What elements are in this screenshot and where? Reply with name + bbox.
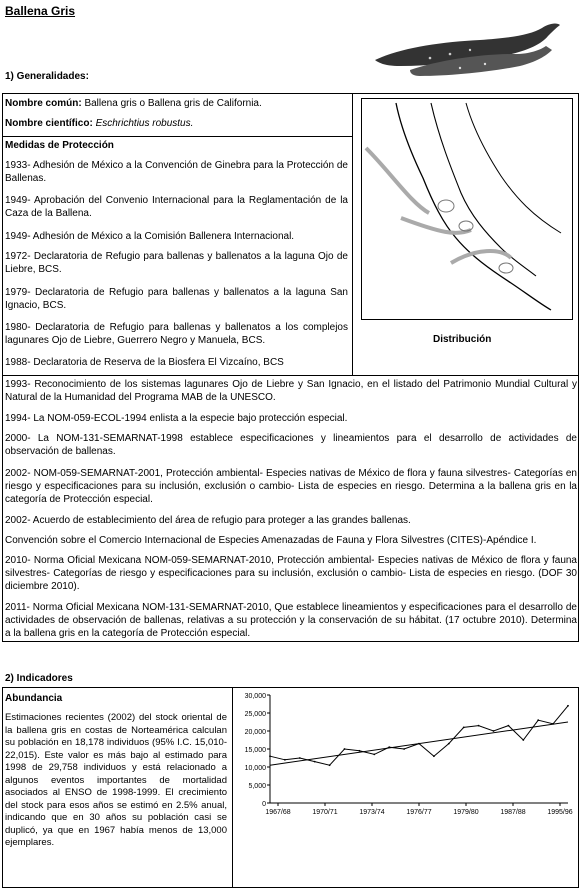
data-point <box>567 705 569 707</box>
data-point <box>314 761 316 763</box>
measure-1988: 1988- Declaratoria de Reserva de la Biosfera El Vizcaíno, BCS <box>5 357 284 368</box>
x-tick-label: 1995/96 <box>547 809 573 816</box>
data-point <box>522 739 524 741</box>
data-point <box>463 727 465 729</box>
measure-cites: Convención sobre el Comercio Internacional de Especies Amenazadas de Fauna y Flora Silvestres (CITES)-Apéndice I. <box>5 535 537 546</box>
x-tick-label: 1973/74 <box>359 809 385 816</box>
x-tick-label: 1987/88 <box>500 809 526 816</box>
y-tick-label: 25,000 <box>244 711 266 718</box>
data-point <box>329 764 331 766</box>
y-tick-label: 20,000 <box>244 729 266 736</box>
data-point <box>493 730 495 732</box>
x-tick-label: 1967/68 <box>265 809 291 816</box>
distribution-map <box>361 98 573 320</box>
measures-heading: Medidas de Protección <box>5 140 114 151</box>
y-tick-label: 5,000 <box>248 783 266 790</box>
measure-1994: 1994- La NOM-059-ECOL-1994 enlista a la especie bajo protección especial. <box>5 413 348 424</box>
data-point <box>269 755 271 757</box>
common-name: Nombre común: Ballena gris o Ballena gris de California. <box>5 98 262 109</box>
measure-1979: 1979- Declaratoria de Refugio para ballenas y ballenatos a la laguna San Ignacio, BCS. <box>5 287 348 311</box>
y-tick-label: 30,000 <box>244 693 266 700</box>
data-point <box>478 725 480 727</box>
measure-1949a: 1949- Aprobación del Convenio Internacional para la Reglamentación de la Caza de la Ballena. <box>5 195 348 219</box>
measure-1993: 1993- Reconocimiento de los sistemas lagunares Ojo de Liebre y San Ignacio, en el listado del Patrimonio Mundial Cultural y Natural de la Humanidad del Programa MAB de la UNESCO. <box>5 379 577 403</box>
measure-1972: 1972- Declaratoria de Refugio para ballenas y ballenatos a la laguna Ojo de Liebre, BCS. <box>5 251 348 275</box>
data-point <box>448 743 450 745</box>
map-caption: Distribución <box>433 334 492 345</box>
abundance-heading: Abundancia <box>5 693 63 704</box>
series-line <box>270 706 568 765</box>
x-tick-label: 1976/77 <box>406 809 432 816</box>
section-generalidades: 1) Generalidades: <box>5 71 89 82</box>
page-title: Ballena Gris <box>5 4 76 18</box>
x-tick-label: 1979/80 <box>453 809 479 816</box>
gray-whale-image <box>370 20 565 80</box>
measure-1933: 1933- Adhesión de México a la Convención de Ginebra para la Protección de Ballenas. <box>5 160 348 184</box>
data-point <box>433 755 435 757</box>
data-point <box>508 725 510 727</box>
data-point <box>299 757 301 759</box>
measure-2002a: 2002- NOM-059-SEMARNAT-2001, Protección ambiental- Especies nativas de México de flora y fauna silvestres- Categorías en riesgo y especificaciones para su inclusión, exclusión o cambio- Lista de especies en riesgo. Determina a la ballena gris en la categoría de Protección especial. <box>5 468 577 505</box>
measure-2000: 2000- La NOM-131-SEMARNAT-1998 establece especificaciones y lineamientos para el desarrollo de actividades de observación de ballenas. <box>5 433 577 457</box>
data-point <box>403 748 405 750</box>
x-tick-label: 1970/71 <box>312 809 338 816</box>
measure-1980: 1980- Declaratoria de Refugio para ballenas y ballenatos a los complejos lagunares Ojo de Liebre, Guerrero Negro y Manuela, BCS. <box>5 322 348 346</box>
data-point <box>537 719 539 721</box>
trend-line <box>270 722 568 765</box>
y-tick-label: 15,000 <box>244 747 266 754</box>
measure-2011: 2011- Norma Oficial Mexicana NOM-131-SEMARNAT-2010, Que establece lineamientos y especificaciones para el desarrollo de actividades de observación de ballenas, relativas a su protección y la conservación de su hábitat. (17 octubre 2010). Determina a la ballena gris en la categoría de Protección especial. <box>5 602 577 639</box>
section-indicadores: 2) Indicadores <box>5 673 73 684</box>
measure-2010: 2010- Norma Oficial Mexicana NOM-059-SEMARNAT-2010, Protección ambiental- Especies nativas de México de flora y fauna silvestres- Categorías de riesgo y especificaciones para su inclusión, exclusión o cambio- Lista de especies en riesgo. (DOF 30 diciembre 2010). <box>5 555 577 592</box>
measure-2002b: 2002- Acuerdo de establecimiento del área de refugio para proteger a las grandes ballenas. <box>5 515 411 526</box>
data-point <box>359 750 361 752</box>
data-point <box>373 754 375 756</box>
data-point <box>284 759 286 761</box>
data-point <box>344 748 346 750</box>
y-tick-label: 10,000 <box>244 765 266 772</box>
measure-1949b: 1949- Adhesión de México a la Comisión Ballenera Internacional. <box>5 231 295 242</box>
scientific-name: Nombre científico: Eschrichtius robustus. <box>5 118 194 129</box>
y-tick-label: 0 <box>262 801 266 808</box>
abundance-text: Estimaciones recientes (2002) del stock oriental de la ballena gris en costas de Norteamérica calculan su población en 18,178 individuos (95% I.C. 15,010-22,015). Este valor es más bajo al estimado para 1998 de 29,758 individuos y está relacionado a algunos eventos importantes de mortalidad asociados al ENSO de 1998-1999. El crecimiento del stock para esos años se estimó en 2.5% anual, indicando que en 30 años su población casi se duplicó, ya que en 1967 había menos de 13,000 ejemplares. <box>5 712 227 848</box>
abundance-chart <box>236 689 576 819</box>
